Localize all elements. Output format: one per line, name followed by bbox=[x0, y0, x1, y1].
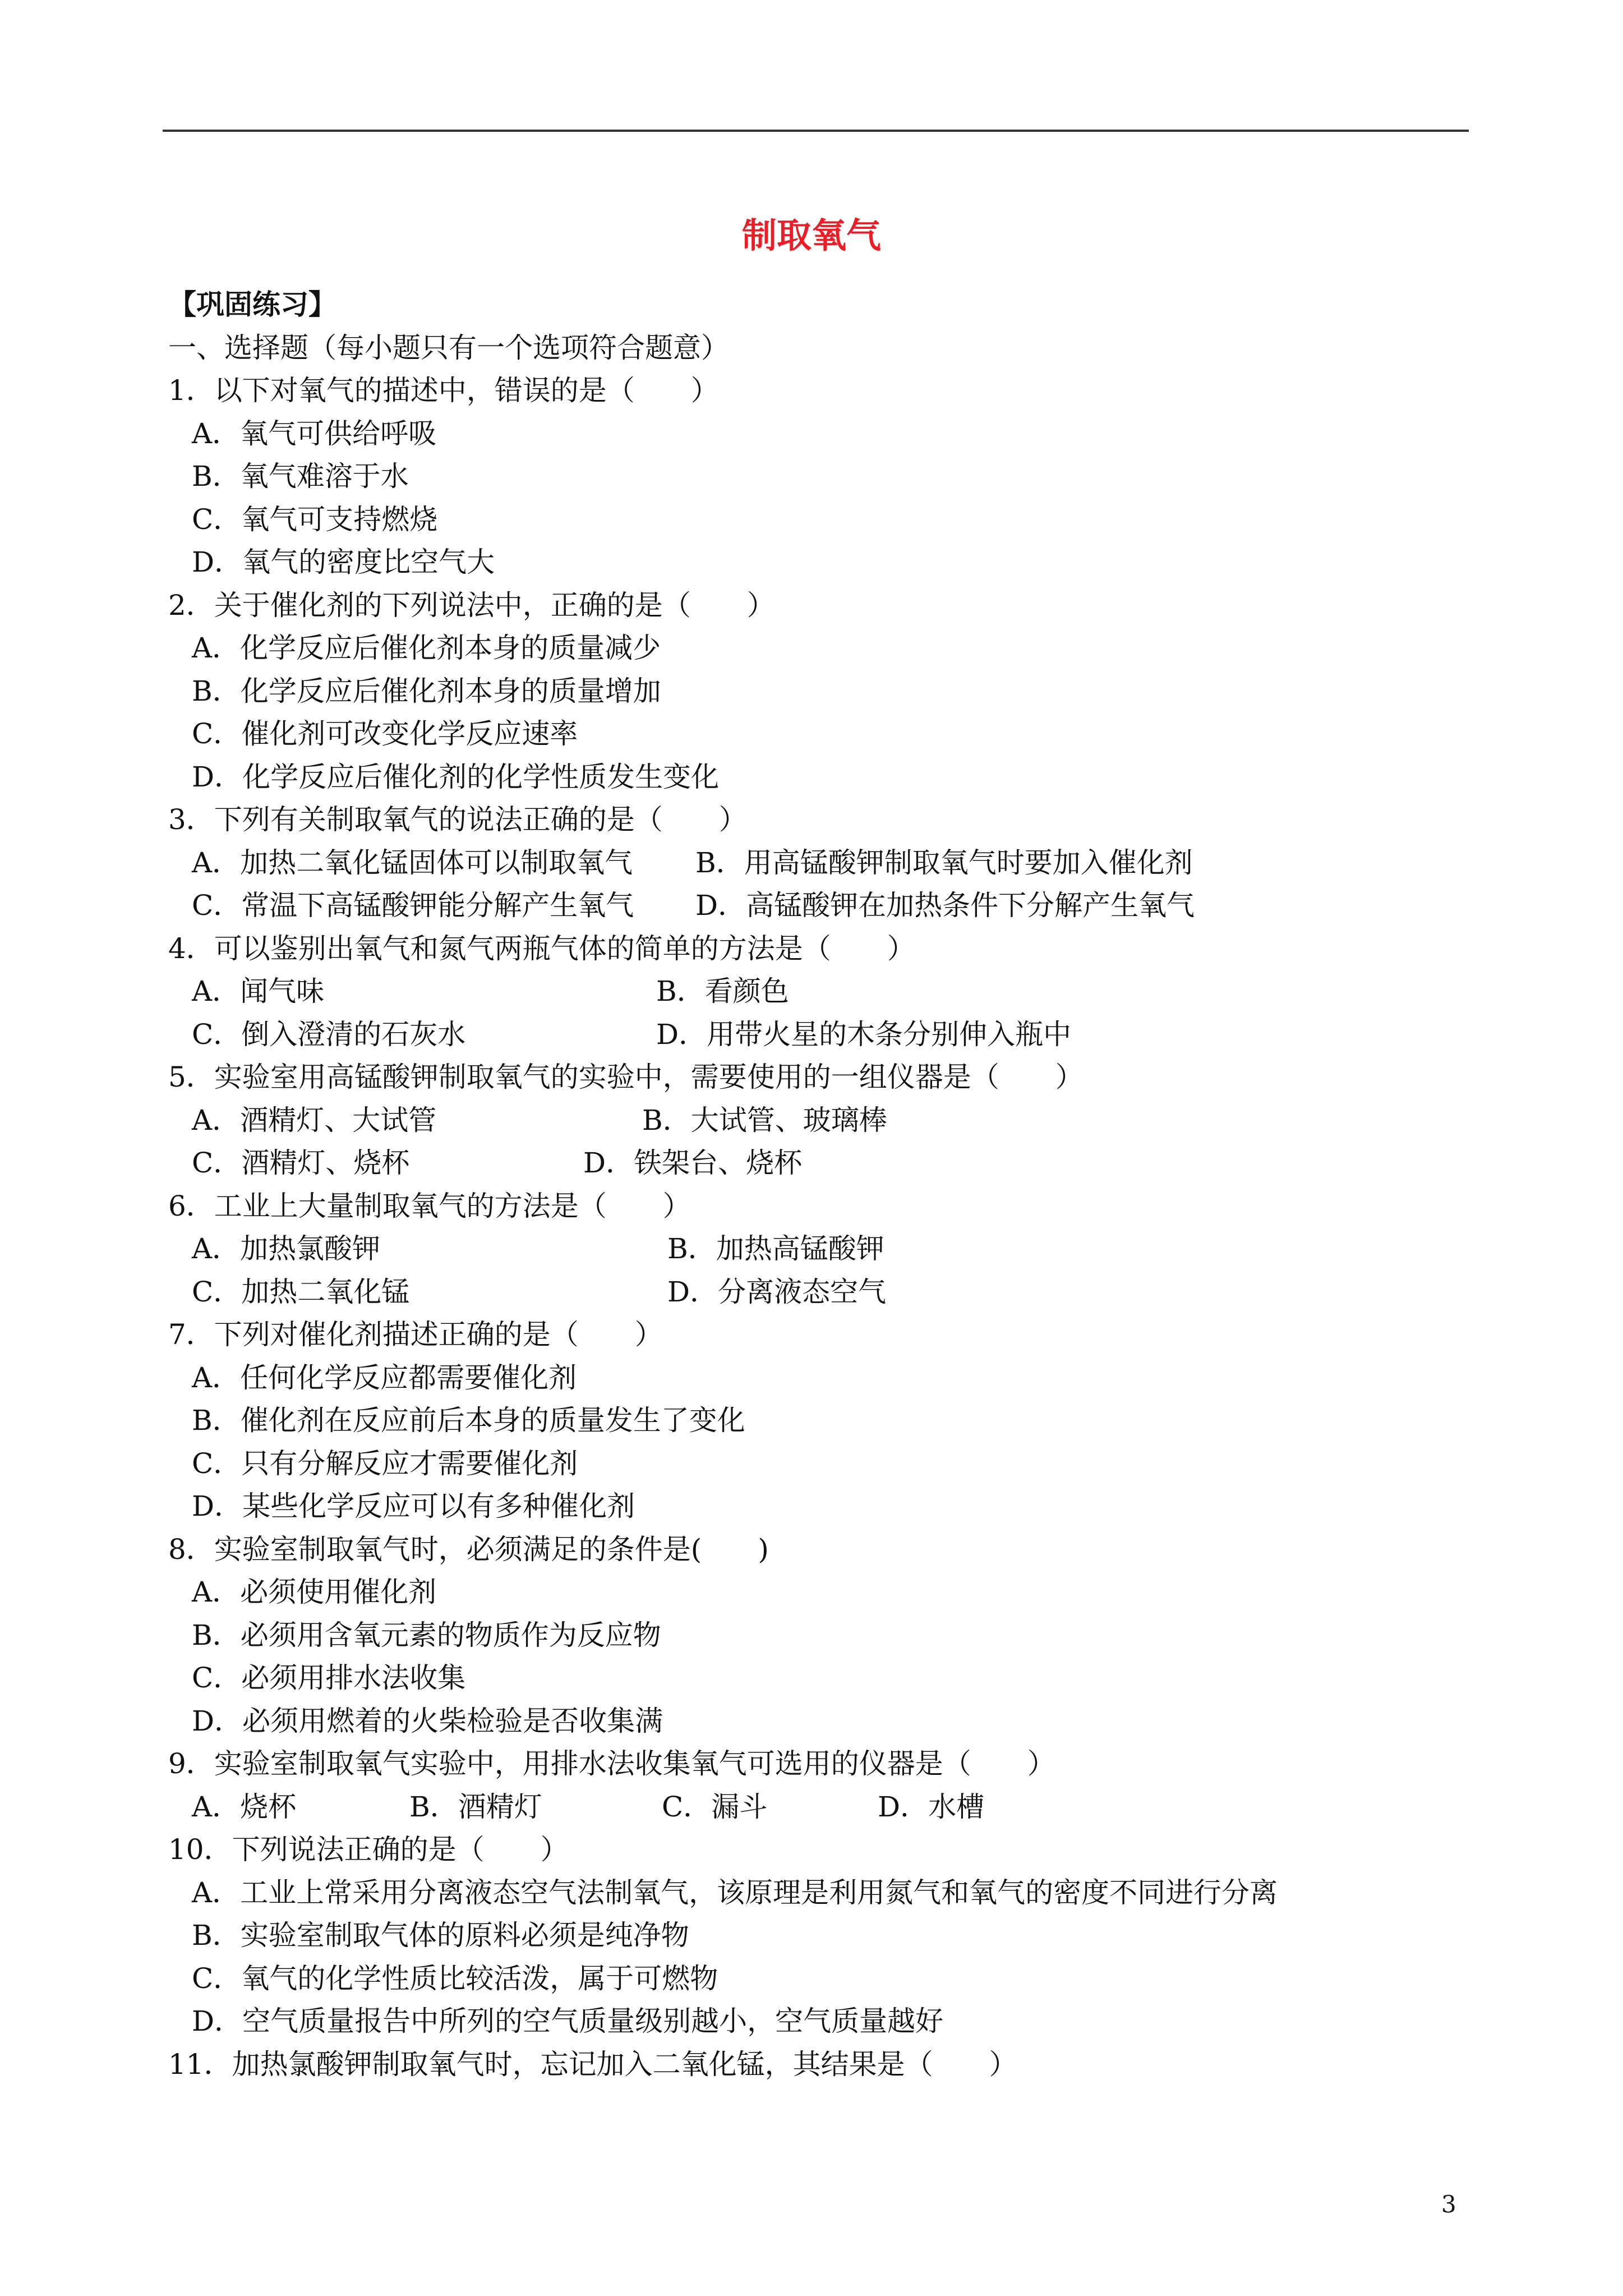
question-2-option-d: D．化学反应后催化剂的化学性质发生变化 bbox=[192, 760, 720, 793]
question-6-stem: 6．工业上大量制取氧气的方法是（ ） bbox=[168, 1189, 691, 1222]
question-3-option-a: A．加热二氧化锰固体可以制取氧气 bbox=[192, 846, 633, 879]
question-1-option-d: D．氧气的密度比空气大 bbox=[192, 546, 495, 578]
question-4-options-row-1 bbox=[168, 970, 1469, 1013]
question-1-option-c: C．氧气可支持燃烧 bbox=[192, 503, 438, 536]
question-9-stem: 9．实验室制取氧气实验中，用排水法收集氧气可选用的仪器是（ ） bbox=[168, 1747, 1055, 1780]
question-5-option-d: D．铁架台、烧杯 bbox=[583, 1147, 803, 1179]
question-8-option-d: D．必须用燃着的火柴检验是否收集满 bbox=[192, 1704, 663, 1737]
question-1-stem: 1．以下对氧气的描述中，错误的是（ ） bbox=[168, 374, 719, 407]
question-3-option-c: C．常温下高锰酸钾能分解产生氧气 bbox=[192, 889, 634, 922]
question-10-stem: 10．下列说法正确的是（ ） bbox=[168, 1833, 569, 1866]
question-3-options-row-1 bbox=[168, 841, 1469, 885]
question-7-stem: 7．下列对催化剂描述正确的是（ ） bbox=[168, 1318, 663, 1351]
question-1-option-a: A．氧气可供给呼吸 bbox=[192, 417, 437, 450]
question-8-stem: 8．实验室制取氧气时，必须满足的条件是( ) bbox=[168, 1533, 769, 1566]
question-3-stem: 3．下列有关制取氧气的说法正确的是（ ） bbox=[168, 803, 747, 836]
question-6-options-row-1 bbox=[168, 1227, 1469, 1271]
question-8-option-c: C．必须用排水法收集 bbox=[192, 1662, 466, 1694]
question-7-option-d: D．某些化学反应可以有多种催化剂 bbox=[192, 1490, 635, 1522]
question-8-option-b: B．必须用含氧元素的物质作为反应物 bbox=[192, 1618, 661, 1651]
question-5-stem: 5．实验室用高锰酸钾制取氧气的实验中，需要使用的一组仪器是（ ） bbox=[168, 1061, 1083, 1093]
question-4-stem: 4．可以鉴别出氧气和氮气两瓶气体的简单的方法是（ ） bbox=[168, 932, 915, 965]
question-6-option-b: B．加热高锰酸钾 bbox=[667, 1232, 884, 1265]
question-4-option-d: D．用带火星的木条分别伸入瓶中 bbox=[656, 1018, 1072, 1051]
question-4-option-c: C．倒入澄清的石灰水 bbox=[192, 1018, 466, 1051]
question-4-option-a: A．闻气味 bbox=[192, 975, 325, 1007]
question-9-option-b: B．酒精灯 bbox=[409, 1790, 542, 1823]
question-10-option-d: D．空气质量报告中所列的空气质量级别越小，空气质量越好 bbox=[192, 2005, 944, 2037]
question-7-option-b: B．催化剂在反应前后本身的质量发生了变化 bbox=[192, 1404, 745, 1437]
question-9-option-a: A．烧杯 bbox=[192, 1790, 297, 1823]
question-2-option-a: A．化学反应后催化剂本身的质量减少 bbox=[192, 632, 661, 664]
question-5-options-row-2 bbox=[168, 1142, 1469, 1185]
page-title: 制取氧气 bbox=[741, 215, 881, 256]
question-6-option-d: D．分离液态空气 bbox=[667, 1275, 887, 1308]
question-2-option-c: C．催化剂可改变化学反应速率 bbox=[192, 717, 578, 750]
part-heading: 一、选择题（每小题只有一个选项符合题意） bbox=[168, 331, 729, 364]
question-10-option-c: C．氧气的化学性质比较活泼，属于可燃物 bbox=[192, 1962, 718, 1995]
question-10-option-a: A．工业上常采用分离液态空气法制氧气，该原理是利用氮气和氧气的密度不同进行分离 bbox=[192, 1876, 1278, 1909]
header-rule bbox=[163, 130, 1469, 132]
question-5-option-c: C．酒精灯、烧杯 bbox=[192, 1147, 410, 1179]
page-number: 3 bbox=[1441, 2191, 1456, 2218]
question-4-options-row-2 bbox=[168, 1013, 1469, 1056]
question-10-option-b: B．实验室制取气体的原料必须是纯净物 bbox=[192, 1919, 689, 1952]
question-6-option-a: A．加热氯酸钾 bbox=[192, 1232, 381, 1265]
question-1-option-b: B．氧气难溶于水 bbox=[192, 460, 409, 493]
question-6-options-row-2 bbox=[168, 1271, 1469, 1314]
question-5-options-row-1 bbox=[168, 1099, 1469, 1142]
question-7-option-c: C．只有分解反应才需要催化剂 bbox=[192, 1447, 578, 1480]
question-9-option-d: D．水槽 bbox=[878, 1790, 985, 1823]
question-5-option-a: A．酒精灯、大试管 bbox=[192, 1103, 437, 1137]
question-11-stem: 11．加热氯酸钾制取氧气时，忘记加入二氧化锰，其结果是（ ） bbox=[168, 2047, 1017, 2081]
question-7-option-a: A．任何化学反应都需要催化剂 bbox=[192, 1361, 577, 1394]
question-9-option-c: C．漏斗 bbox=[662, 1790, 768, 1823]
question-4-option-b: B．看颜色 bbox=[656, 975, 789, 1007]
question-2-option-b: B．化学反应后催化剂本身的质量增加 bbox=[192, 674, 661, 707]
question-2-stem: 2．关于催化剂的下列说法中，正确的是（ ） bbox=[168, 588, 775, 622]
question-5-option-b: B．大试管、玻璃棒 bbox=[642, 1103, 887, 1137]
exercise-content bbox=[168, 283, 1469, 2086]
question-9-options-row bbox=[168, 1786, 1469, 1829]
question-6-option-c: C．加热二氧化锰 bbox=[192, 1275, 410, 1308]
question-3-options-row-2 bbox=[168, 884, 1469, 927]
question-8-option-a: A．必须使用催化剂 bbox=[192, 1576, 437, 1608]
section-heading: 【巩固练习】 bbox=[168, 288, 336, 321]
question-3-option-b: B．用高锰酸钾制取氧气时要加入催化剂 bbox=[695, 846, 1193, 879]
question-3-option-d: D．高锰酸钾在加热条件下分解产生氧气 bbox=[695, 889, 1195, 922]
